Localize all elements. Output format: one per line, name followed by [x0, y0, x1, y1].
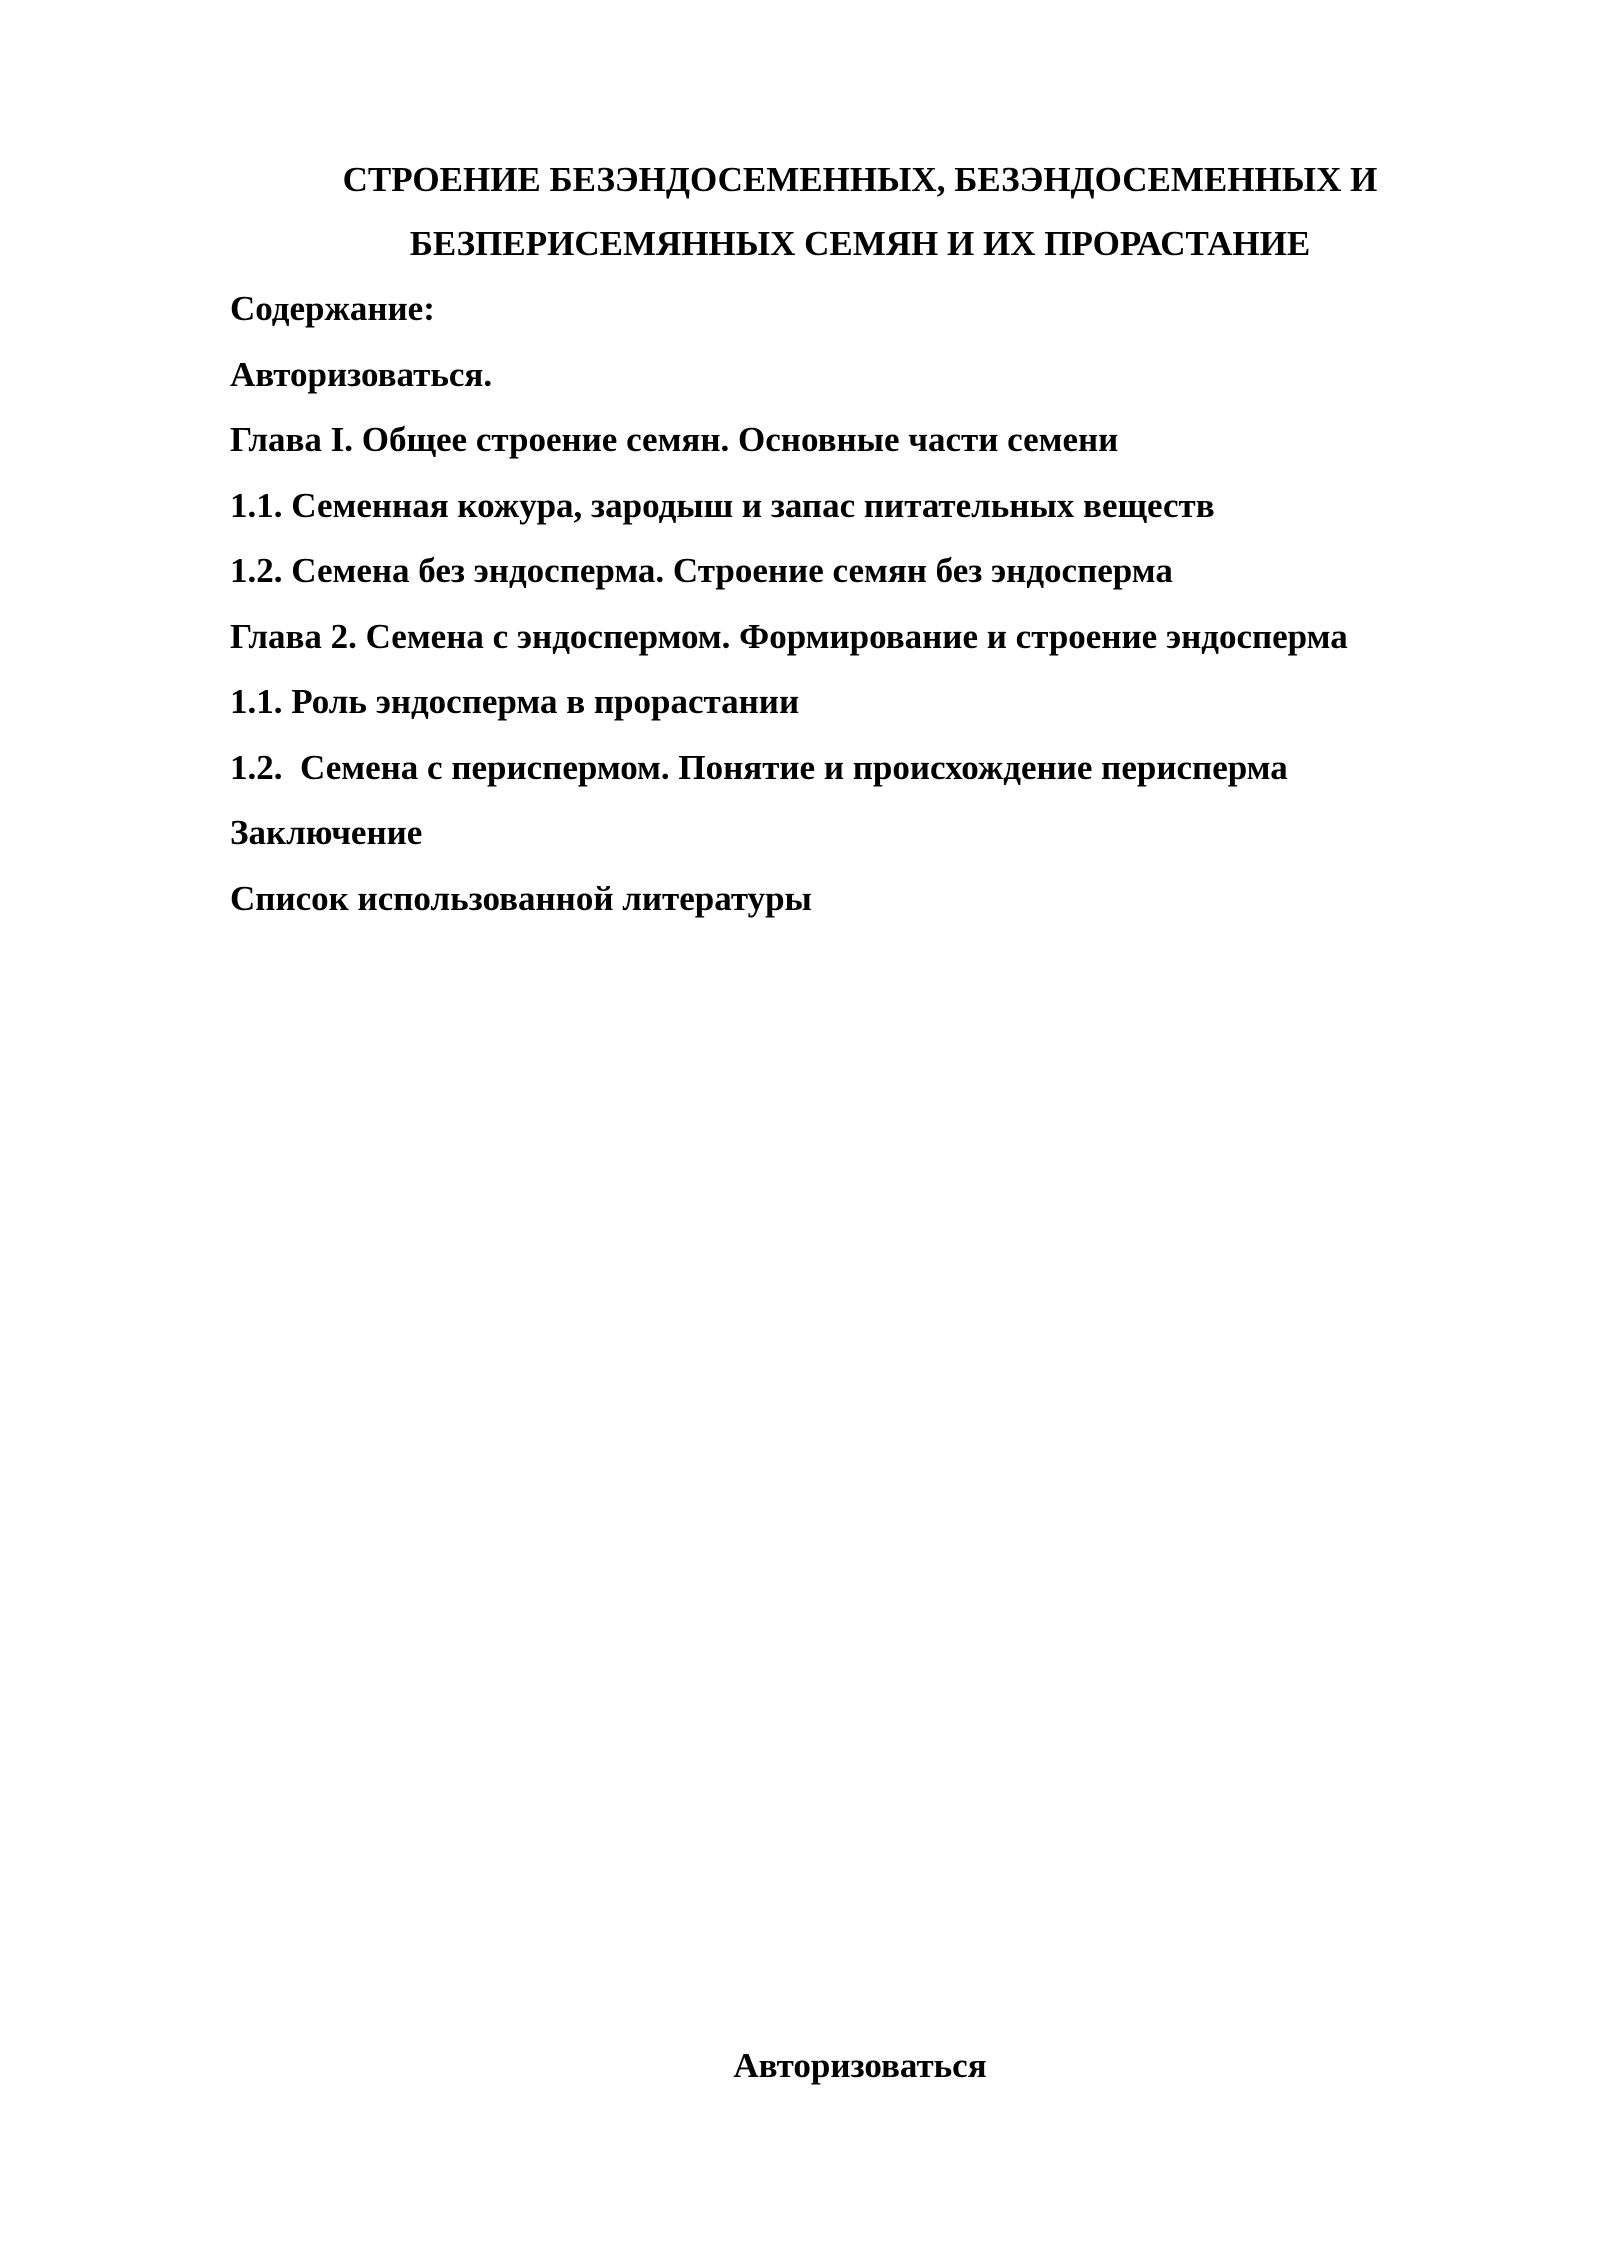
authorize-link[interactable]: Авторизоваться	[733, 2046, 987, 2085]
table-of-contents	[230, 276, 1490, 931]
toc-heading: Содержание:	[230, 289, 435, 328]
toc-item-1-2: 1.2. Семена без эндосперма. Строение семян без эндосперма	[230, 551, 1173, 590]
toc-item-references: Список использованной литературы	[230, 878, 812, 918]
toc-item-chapter-2: Глава 2. Семена с эндоспермом. Формирование и строение эндосперма	[230, 616, 1348, 656]
toc-item-2-1: 1.1. Роль эндосперма в прорастании	[230, 682, 800, 721]
toc-item-2-2: 1.2. Семена с периспермом. Понятие и происхождение перисперма	[230, 747, 1288, 787]
toc-item-authorize[interactable]: Авторизоваться.	[230, 354, 493, 394]
title-line-1: СТРОЕНИЕ БЕЗЭНДОСЕМЕННЫХ, БЕЗЭНДОСЕМЕННЫХ И	[342, 160, 1378, 199]
toc-item-chapter-1: Глава I. Общее строение семян. Основные части семени	[230, 420, 1119, 459]
toc-item-conclusion: Заключение	[230, 813, 423, 852]
document-title	[230, 148, 1490, 276]
title-line-2: БЕЗПЕРИСЕМЯННЫХ СЕМЯН И ИХ ПРОРАСТАНИЕ	[409, 224, 1311, 263]
toc-item-1-1: 1.1. Семенная кожура, зародыш и запас питательных веществ	[230, 485, 1215, 525]
